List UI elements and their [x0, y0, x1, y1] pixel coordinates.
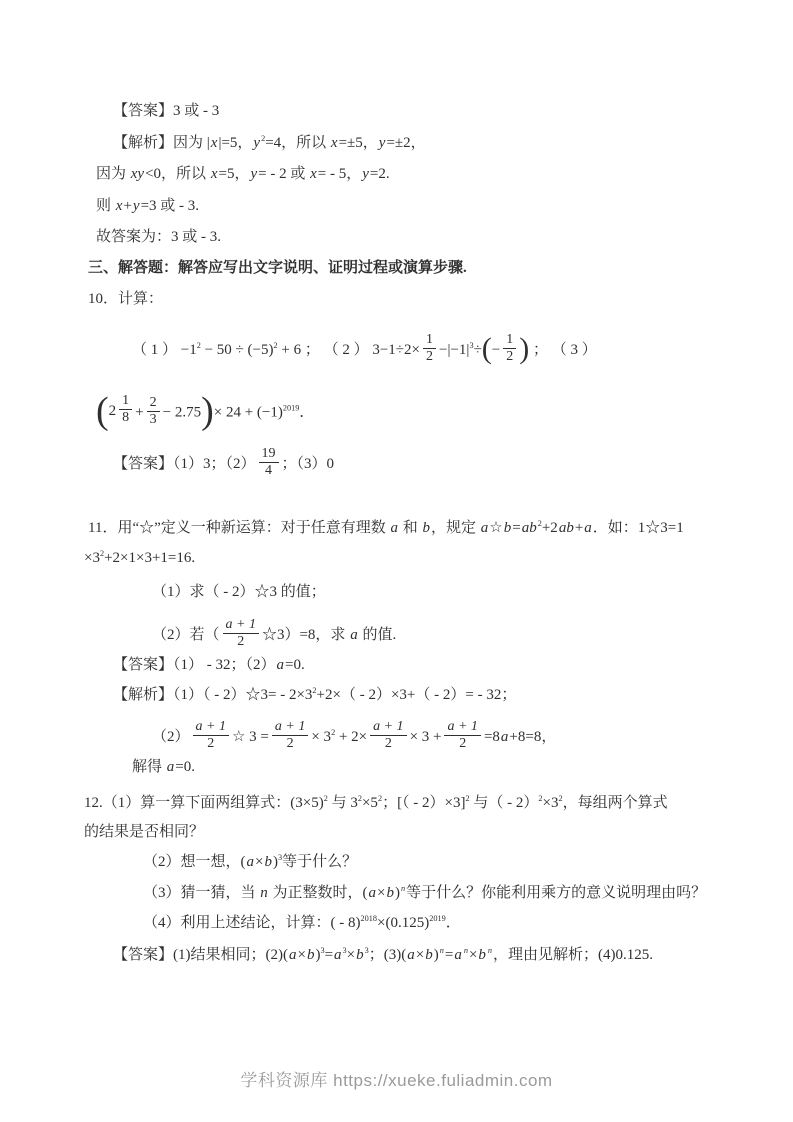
text-segment: （2）若（	[152, 627, 220, 644]
text-segment: |=5，	[218, 135, 253, 151]
text-segment: =0.	[175, 759, 195, 775]
fraction: $\frac{1}{2}$	[423, 332, 436, 365]
text-segment: +2×（ - 2）×3+（ - 2）= - 32；	[316, 687, 517, 703]
text-segment: −|−1|	[439, 342, 470, 359]
text-segment: 【答案】（1） - 32；（2）	[113, 657, 276, 673]
text-segment: − 50 ÷ (−5)	[200, 342, 274, 359]
big-paren: )	[201, 390, 214, 432]
problem-10-expressions	[132, 334, 597, 367]
variable: a	[334, 947, 342, 963]
text-segment: )	[315, 947, 321, 963]
text-segment: =	[324, 947, 334, 963]
text-segment: （2）	[152, 729, 190, 746]
analysis-11-line-1	[113, 685, 516, 705]
superscript: 3	[364, 946, 369, 955]
fraction: $\frac{1}{8}$	[119, 393, 132, 426]
variable: a	[407, 947, 415, 963]
text-segment: 等于什么？	[282, 854, 358, 870]
text-segment: <0，所以	[145, 166, 210, 182]
problem-11-stem-line-1	[88, 518, 684, 538]
text-segment: 12.（1）算一算下面两组算式：(3×5)	[84, 795, 324, 811]
variable: ab	[558, 520, 574, 536]
text-segment: ，规定	[431, 520, 480, 536]
mixed-number: 2 $\frac{1}{8}$	[109, 395, 136, 428]
answer-12-line	[113, 945, 653, 965]
text-segment: =8	[483, 729, 500, 746]
text-segment: ，理由见解析；(4)0.125.	[493, 947, 654, 963]
fraction: $\frac{a + 1}{2}$	[223, 617, 259, 650]
superscript: 2	[537, 519, 542, 528]
variable: b	[386, 885, 394, 901]
variable: a	[246, 854, 254, 870]
problem-11-stem-line-2	[84, 548, 195, 568]
superscript: 3	[320, 946, 325, 955]
fraction: $\frac{a + 1}{2}$	[444, 719, 480, 752]
text-segment: ×	[255, 854, 264, 870]
text-segment: ×3	[542, 795, 559, 811]
variable: b	[478, 947, 486, 963]
text-segment: 因为	[96, 166, 130, 182]
problem-12-part-1-line-1	[84, 793, 668, 813]
superscript: 2	[377, 794, 383, 803]
problem-12-part-2	[143, 852, 357, 872]
fraction: $\frac{19}{4}$	[259, 446, 279, 479]
variable: y	[132, 198, 140, 214]
variable: a	[500, 729, 509, 746]
variable: a	[276, 657, 284, 673]
text-segment: 【解析】（1）（ - 2）☆3= - 2×3	[113, 687, 313, 703]
text-segment: （ 1 ） −1	[132, 342, 197, 359]
text-segment: + 2×	[335, 729, 368, 746]
superscript: 2	[558, 794, 563, 803]
analysis-11-line-2	[152, 721, 556, 754]
big-paren: (	[96, 390, 109, 432]
text-segment: −	[491, 342, 501, 359]
text-segment: × 3 +	[409, 729, 442, 746]
text-segment: ☆3）=8，求	[261, 627, 350, 644]
superscript: 2018	[360, 914, 377, 923]
answer-11-line	[113, 655, 305, 675]
variable: a	[166, 759, 175, 775]
text-segment: ×	[377, 885, 386, 901]
superscript: 2	[465, 794, 470, 803]
variable: a	[390, 520, 399, 536]
variable: b	[422, 520, 431, 536]
text-segment: =±2，	[386, 135, 426, 151]
superscript: 2019	[429, 914, 446, 923]
text-segment: （1）求（ - 2）☆3 的值；	[152, 584, 326, 600]
superscript: 2019	[282, 403, 300, 413]
answer-10-line	[113, 448, 334, 481]
variable: y	[362, 166, 369, 182]
problem-12-part-1-line-2	[84, 822, 204, 842]
text-segment: 【答案】3 或 - 3	[113, 103, 220, 119]
text-segment: （4）利用上述结论，计算：( - 8)	[143, 915, 361, 931]
superscript-variable: n	[463, 946, 468, 955]
variable: a	[584, 520, 592, 536]
analysis-11-line-3	[132, 757, 195, 777]
text-segment: 的结果是否相同？	[84, 824, 205, 840]
text-segment: ×(0.125)	[377, 915, 430, 931]
problem-12-part-4	[143, 913, 461, 933]
text-segment: （2）想一想，(	[143, 854, 246, 870]
fraction: $\frac{a + 1}{2}$	[193, 719, 229, 752]
text-segment: ×	[468, 947, 478, 963]
text-segment: − 2.75	[162, 404, 202, 421]
superscript: 3	[342, 946, 347, 955]
text-segment: 为正整数时，(	[268, 885, 368, 901]
text-segment: =0.	[285, 657, 305, 673]
text-segment: （3）猜一猜，当	[143, 885, 260, 901]
superscript: 2	[261, 134, 266, 143]
text-segment: = - 2 或	[258, 166, 310, 182]
text-segment: +8=8，	[509, 729, 557, 746]
superscript-variable: n	[400, 884, 406, 893]
text-segment: ； （ 3 ）	[529, 342, 597, 359]
analysis-9-line-2	[96, 164, 390, 184]
text-segment: +2×1×3+1=16.	[104, 550, 196, 566]
fraction: $\frac{1}{2}$	[503, 332, 516, 365]
variable: xy	[130, 166, 145, 182]
variable: b	[425, 947, 433, 963]
variable: y	[378, 135, 386, 151]
text-segment: 则	[96, 198, 115, 214]
text-segment: ；（3）0	[281, 456, 335, 473]
text-segment: 【答案】(1)结果相同；(2)(	[113, 947, 288, 963]
variable: b	[503, 520, 512, 536]
superscript: 3	[469, 341, 474, 351]
problem-11-part-2	[152, 619, 396, 652]
text-segment: 解得	[132, 759, 166, 775]
text-segment: +	[135, 404, 144, 421]
text-segment: =±5，	[338, 135, 378, 151]
superscript: 2	[538, 794, 543, 803]
footer-watermark: 学科资源库 https://xueke.fuliadmin.com	[240, 1071, 553, 1090]
problem-11-part-1	[152, 582, 326, 602]
variable: a	[288, 947, 297, 963]
text-segment: +	[574, 520, 584, 536]
text-segment: ☆	[489, 520, 503, 536]
text-segment: ×	[346, 947, 356, 963]
superscript: 2	[196, 341, 201, 351]
variable: a	[480, 520, 489, 536]
text-segment: =5，	[218, 166, 250, 182]
problem-10-stem	[88, 289, 163, 309]
text-segment: 【解析】因为 |	[113, 135, 210, 151]
superscript: 2	[312, 686, 317, 695]
text-segment: ×	[415, 947, 425, 963]
analysis-9-line-1	[113, 133, 426, 153]
problem-10-expression-3	[96, 390, 315, 432]
text-segment: ×5	[361, 795, 378, 811]
text-segment: ．	[445, 915, 461, 931]
text-segment: 等于什么？你能利用乘方的意义说明理由吗？	[406, 885, 707, 901]
big-paren: (	[481, 332, 492, 366]
analysis-9-line-4	[96, 227, 221, 247]
variable: b	[356, 947, 364, 963]
variable: x	[330, 135, 338, 151]
superscript-variable: n	[487, 946, 493, 955]
fraction: $\frac{a + 1}{2}$	[370, 719, 406, 752]
text-segment: )	[272, 854, 278, 870]
text-segment: ×	[297, 947, 306, 963]
text-segment: =	[444, 947, 454, 963]
superscript-variable: n	[439, 946, 444, 955]
text-segment: ，每组两个算式	[562, 795, 668, 811]
text-segment: 与 3	[327, 795, 358, 811]
text-segment: 10．计算：	[88, 291, 164, 307]
text-segment: 11．用“☆”定义一种新运算：对于任意有理数	[88, 520, 390, 536]
text-segment: × 3	[311, 729, 332, 746]
variable: y	[250, 166, 258, 182]
superscript: 2	[273, 341, 278, 351]
text-segment: = - 5，	[317, 166, 362, 182]
variable: a	[350, 627, 358, 644]
answer-9-line	[113, 101, 219, 121]
text-segment: )	[394, 885, 400, 901]
superscript: 2	[331, 728, 336, 738]
variable: y	[253, 135, 261, 151]
text-segment: 故答案为：3 或 - 3.	[96, 229, 221, 245]
variable: a	[368, 885, 377, 901]
text-segment: + 6 ； （ 2 ） 3−1÷2×	[277, 342, 420, 359]
text-segment: ；(3)(	[368, 947, 407, 963]
text-segment: 三、解答题：解答应写出文字说明、证明过程或演算步骤.	[88, 260, 467, 276]
text-segment: ．如：1☆3=1	[592, 520, 684, 536]
text-segment: =3 或 - 3.	[140, 198, 200, 214]
variable: ab	[521, 520, 537, 536]
section-3-heading	[88, 258, 467, 278]
superscript: 2	[323, 794, 328, 803]
superscript: 2	[99, 549, 105, 558]
superscript: 3	[277, 853, 283, 862]
fraction: $\frac{2}{3}$	[147, 395, 160, 428]
variable: b	[264, 854, 272, 870]
text-segment: 【答案】（1）3；（2）	[113, 456, 256, 473]
variable: x	[210, 135, 218, 151]
analysis-9-line-3	[96, 196, 199, 216]
variable: a	[454, 947, 462, 963]
big-paren: )	[519, 332, 530, 366]
text-segment: 的值.	[358, 627, 397, 644]
variable: b	[306, 947, 315, 963]
text-segment: × 24 + (−1)	[213, 404, 283, 421]
superscript: 2	[357, 794, 362, 803]
text-segment: =2.	[369, 166, 390, 182]
text-segment: 和	[399, 520, 422, 536]
problem-12-part-3	[143, 883, 706, 903]
text-segment: ；[（ - 2）×3]	[382, 795, 466, 811]
text-segment: 与（ - 2）	[469, 795, 539, 811]
text-segment: =4，所以	[265, 135, 330, 151]
variable: x	[210, 166, 218, 182]
text-segment: )	[433, 947, 439, 963]
text-segment: ☆ 3 =	[231, 729, 269, 746]
text-segment: ×3	[84, 550, 100, 566]
text-segment: +	[123, 198, 132, 214]
text-segment: =	[512, 520, 521, 536]
text-segment: ÷	[473, 342, 482, 359]
text-segment: +2	[541, 520, 558, 536]
fraction: $\frac{a + 1}{2}$	[272, 719, 308, 752]
variable: x	[115, 198, 123, 214]
variable: n	[260, 885, 268, 901]
variable: x	[310, 166, 317, 182]
text-segment: ．	[299, 404, 315, 421]
